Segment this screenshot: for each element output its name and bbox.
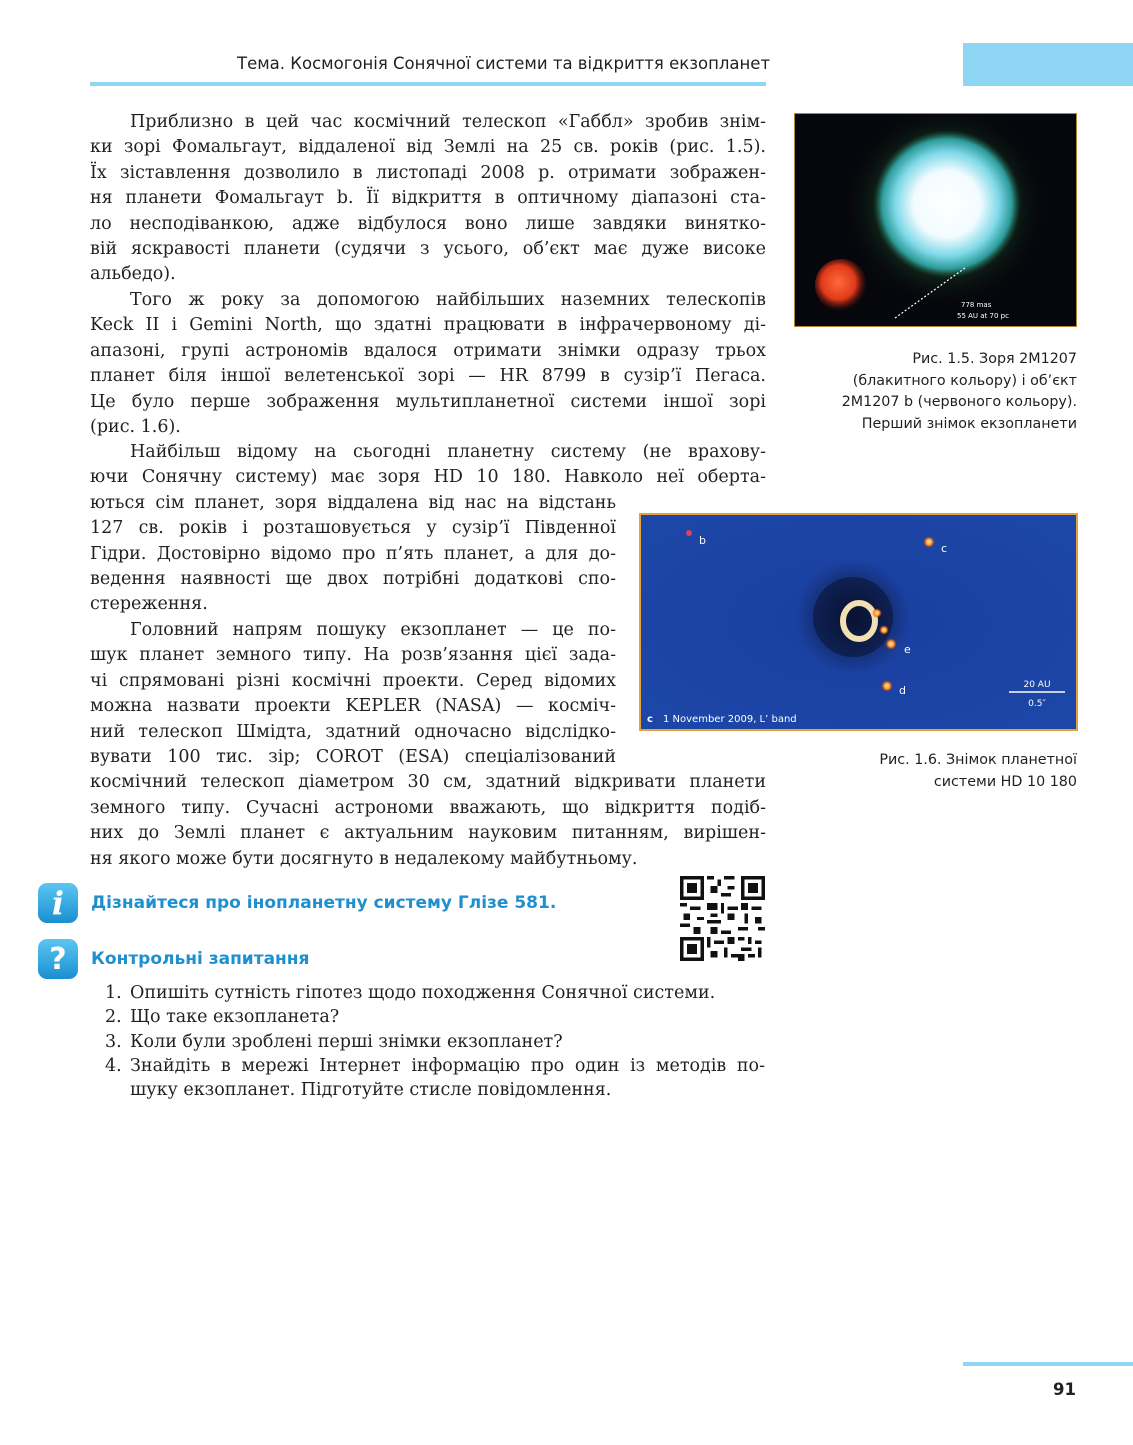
corner-tab (963, 43, 1133, 86)
figure-hd10180-system (639, 513, 1078, 731)
figure-star-2m1207 (794, 113, 1077, 327)
text-line: Того ж року за допомогою найбільших наземних телескопів (130, 290, 766, 310)
text-line: шук планет земного типу. На розв’язання цієї зада- (90, 645, 616, 666)
text-line: ведення наявності ще двох потрібні додаткові спо- (90, 569, 616, 590)
question-text: Коли були зроблені перші знімки екзопланет? (130, 1031, 563, 1052)
info-link-label: Дізнайтеся про інопланетну систему Глізе 581. (91, 893, 557, 913)
question-number: 2. (105, 1007, 122, 1028)
question-item (105, 1030, 765, 1054)
scale-au: 20 AU (1023, 680, 1051, 690)
text-line: ки зорі Фомальгаут, віддаленої від Землі на 25 св. років (рис. 1.5). (90, 137, 766, 158)
text-line: Це було перше зображення мультипланетної системи іншої зорі (90, 391, 766, 412)
caption-line: Рис. 1.6. Знімок планетної (879, 752, 1077, 768)
info-icon: i (38, 883, 78, 923)
caption-line: системи HD 10 180 (933, 773, 1077, 790)
text-line: 127 св. років і розташовується у сузір’ї Південної (90, 518, 616, 539)
text-line: чі спрямовані різні космічні проекти. Серед відомих (90, 670, 616, 691)
question-number: 3. (105, 1031, 122, 1052)
star-image (795, 114, 1077, 327)
text-line: космічний телескоп діаметром 30 см, здатний відкривати планети (90, 772, 766, 793)
text-line: Головний напрям пошуку екзопланет — це по- (130, 620, 616, 640)
planetary-system-image (641, 515, 1076, 729)
header-rule (90, 82, 766, 86)
questions-heading: Контрольні запитання (91, 949, 310, 969)
text-line: земного типу. Сучасні астрономи вважають, що відкриття подіб- (90, 797, 766, 818)
planet-label-c: c (941, 542, 948, 555)
text-line: ня планети Фомальгаут b. Її відкриття в оптичному діапазоні ста- (90, 188, 766, 209)
text-line: ються сім планет, зоря віддалена від нас на відстань (90, 492, 616, 513)
question-text: Опишіть сутність гіпотез щодо походження Сонячної системи. (130, 983, 716, 1003)
text-line: планет біля іншої велетенської зорі — HR 8799 в сузір’ї Пегаса. (90, 366, 766, 387)
footer-rule (963, 1362, 1133, 1366)
text-line: ло несподіванкою, адже відбулося воно лише завдяки винятко- (90, 213, 766, 234)
text-line: можна назвати проекти KEPLER (NASA) — косміч- (90, 696, 616, 717)
question-text: шуку екзопланет. Підготуйте стисле повідомлення. (130, 1080, 612, 1101)
text-line: Keck II і Gemini North, що здатні працювати в інфрачервоному ді- (90, 315, 766, 336)
planet-label-e: e (904, 643, 911, 656)
text-line: Найбільш відому на сьогодні планетну систему (не врахову- (130, 442, 766, 462)
text-line: вій яскравості планети (судячи з усього, об’єкт має дуже високе (90, 239, 766, 260)
fig1-overlay-text-1: 778 mas (961, 301, 992, 309)
figure-1-6-caption (820, 750, 1077, 793)
figure-1-5-caption (820, 349, 1077, 435)
fig1-overlay-text-2: 55 AU at 70 pc (957, 312, 1009, 320)
fig2-date-band: 1 November 2009, L’ band (663, 714, 797, 725)
text-line: Гідри. Достовірно відомо про п’ять планет, а для до- (90, 543, 616, 564)
page-number: 91 (1053, 1380, 1076, 1399)
scale-arcsec: 0.5″ (1028, 699, 1046, 709)
question-item (105, 1054, 765, 1103)
text-line: ня якого може бути досягнуто в недалекому майбутньому. (90, 848, 638, 869)
question-text: Що таке екзопланета? (130, 1007, 340, 1028)
caption-line: (блакитного кольору) і об’єкт (852, 372, 1077, 389)
text-line: ючи Сонячну систему) має зоря HD 10 180. Навколо неї оберта- (90, 467, 766, 488)
panel-letter: c (647, 714, 653, 725)
text-line: Приблизно в цей час космічний телескоп «Габбл» зробив знім- (130, 112, 766, 132)
question-number: 4. (105, 1055, 122, 1076)
text-line: (рис. 1.6). (90, 417, 181, 438)
text-line: стереження. (90, 594, 208, 615)
paragraph-2 (90, 288, 766, 440)
paragraph-1 (90, 110, 766, 288)
caption-line: 2M1207 b (червоного кольору). (841, 394, 1077, 410)
running-header: Тема. Космогонія Сонячної системи та відкриття екзопланет (237, 54, 771, 73)
caption-line: Рис. 1.5. Зоря 2M1207 (912, 351, 1077, 367)
question-icon: ? (38, 939, 78, 979)
text-line: Їх зіставлення дозволило в листопаді 2008 р. отримати зображен- (90, 162, 766, 183)
question-text: Знайдіть в мережі Інтернет інформацію про один із методів по- (130, 1055, 765, 1076)
text-line: альбедо). (90, 264, 176, 285)
planet-label-d: d (899, 684, 906, 697)
planet-label-b: b (699, 534, 706, 547)
qr-code-icon[interactable] (680, 876, 765, 961)
question-item (105, 1005, 765, 1029)
question-number: 1. (105, 983, 122, 1003)
caption-line: Перший знімок екзопланети (861, 415, 1077, 432)
text-line: вувати 100 тис. зір; COROT (ESA) спеціалізований (90, 747, 616, 768)
question-item (105, 981, 765, 1005)
text-line: апазоні, групі астрономів вдалося отримати знімки одразу трьох (90, 340, 766, 361)
text-line: них до Землі планет є актуальним науковим питанням, вирішен- (90, 823, 766, 844)
questions-list (105, 981, 765, 1102)
text-line: ний телескоп Шмідта, здатний одночасно відслідко- (90, 721, 616, 742)
